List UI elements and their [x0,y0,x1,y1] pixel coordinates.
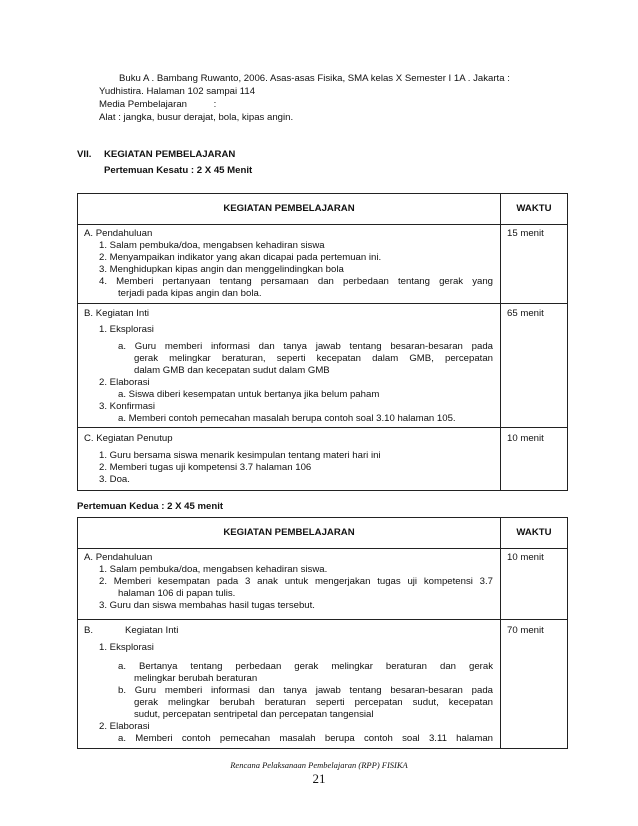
row-penutup [78,428,501,491]
reference-line-2: Yudhistira. Halaman 102 sampai 114 [99,86,256,97]
meeting2-title: Pertemuan Kedua : 2 X 45 menit [77,501,224,512]
time-b: 70 menit [501,620,568,749]
list-item: a. Bertanya tentang perbedaan gerak melingkar beraturan dan gerak [118,661,493,672]
header-activity: KEGIATAN PEMBELAJARAN [78,194,501,225]
header-time: WAKTU [501,518,568,549]
list-item-continued: gerak melingkar beraturan, seperti kecepatan dalam GMB, percepatan [134,353,493,364]
list-item: 2. Menyampaikan indikator yang akan dicapai pada pertemuan ini. [99,252,382,263]
list-item: 4. Memberi pertanyaan tentang persamaan dan perbedaan tentang gerak yang [99,276,493,287]
list-item: a. Siswa diberi kesempatan untuk bertanya jika belum paham [118,389,380,400]
row-kegiatan-inti [78,620,501,749]
list-item-continued: melingkar berubah beraturan [134,673,258,684]
section-b-title: B. Kegiatan Inti [84,308,150,319]
list-item: 1. Salam pembuka/doa, mengabsen kehadiran siswa [99,240,325,251]
media-line: Media Pembelajaran : [99,99,217,110]
page-number: 21 [312,771,326,786]
footer-caption: Rencana Pelaksanaan Pembelajaran (RPP) FISIKA [230,760,408,770]
time-a: 15 menit [501,225,568,304]
section-title: KEGIATAN PEMBELAJARAN [104,149,236,160]
list-item-continued: gerak melingkar berubah beraturan seperti percepatan sudut, kecepatan [134,697,493,708]
row-pendahuluan [78,549,501,620]
konfirmasi-label: 3. Konfirmasi [99,401,155,412]
time-b: 65 menit [501,304,568,428]
explorasi-label: 1. Eksplorasi [99,324,154,335]
meeting2-table [77,517,568,749]
time-c: 10 menit [501,428,568,491]
list-item: a. Guru memberi informasi dan tanya jawab tentang besaran-besaran pada [118,341,493,352]
section-a-title: A. Pendahuluan [84,228,153,239]
list-item: a. Memberi contoh pemecahan masalah berupa contoh soal 3.11 halaman [118,733,493,744]
elaborasi-label: 2. Elaborasi [99,377,150,388]
list-item: 3. Doa. [99,474,130,485]
header-activity: KEGIATAN PEMBELAJARAN [78,518,501,549]
list-item: 1. Salam pembuka/doa, mengabsen kehadiran siswa. [99,564,328,575]
time-a: 10 menit [501,549,568,620]
list-item-continued: terjadi pada kipas angin dan bola. [118,288,262,299]
tools-line: Alat : jangka, busur derajat, bola, kipas angin. [99,112,294,123]
section-b-title: Kegiatan Inti [125,625,179,636]
meeting1-table [77,193,568,491]
list-item-continued: sudut, percepatan sentripetal dan percepatan tangensial [134,709,374,720]
list-item: a. Memberi contoh pemecahan masalah berupa contoh soal 3.10 halaman 105. [118,413,456,424]
explorasi-label: 1. Eksplorasi [99,642,154,653]
row-pendahuluan [78,225,501,304]
elaborasi-label: 2. Elaborasi [99,721,150,732]
section-b-label: B. [84,625,94,636]
meeting1-title: Pertemuan Kesatu : 2 X 45 Menit [104,165,253,176]
list-item: 3. Guru dan siswa membahas hasil tugas tersebut. [99,600,315,611]
list-item-continued: halaman 106 di papan tulis. [118,588,236,599]
list-item-continued: dalam GMB dan kecepatan sudut dalam GMB [134,365,330,376]
reference-line-1: Buku A . Bambang Ruwanto, 2006. Asas-asas Fisika, SMA kelas X Semester I 1A . Jakarta : [119,73,510,84]
list-item: 2. Memberi kesempatan pada 3 anak untuk mengerjakan tugas uji kompetensi 3.7 [99,576,493,587]
list-item: 3. Menghidupkan kipas angin dan menggelindingkan bola [99,264,344,275]
header-time: WAKTU [501,194,568,225]
list-item: 2. Memberi tugas uji kompetensi 3.7 halaman 106 [99,462,312,473]
section-c-title: C. Kegiatan Penutup [84,433,173,444]
section-a-title: A. Pendahuluan [84,552,153,563]
row-kegiatan-inti [78,304,501,428]
section-number: VII. [77,149,92,160]
list-item: b. Guru memberi informasi dan tanya jawab tentang besaran-besaran pada [118,685,493,696]
list-item: 1. Guru bersama siswa menarik kesimpulan tentang materi hari ini [99,450,381,461]
